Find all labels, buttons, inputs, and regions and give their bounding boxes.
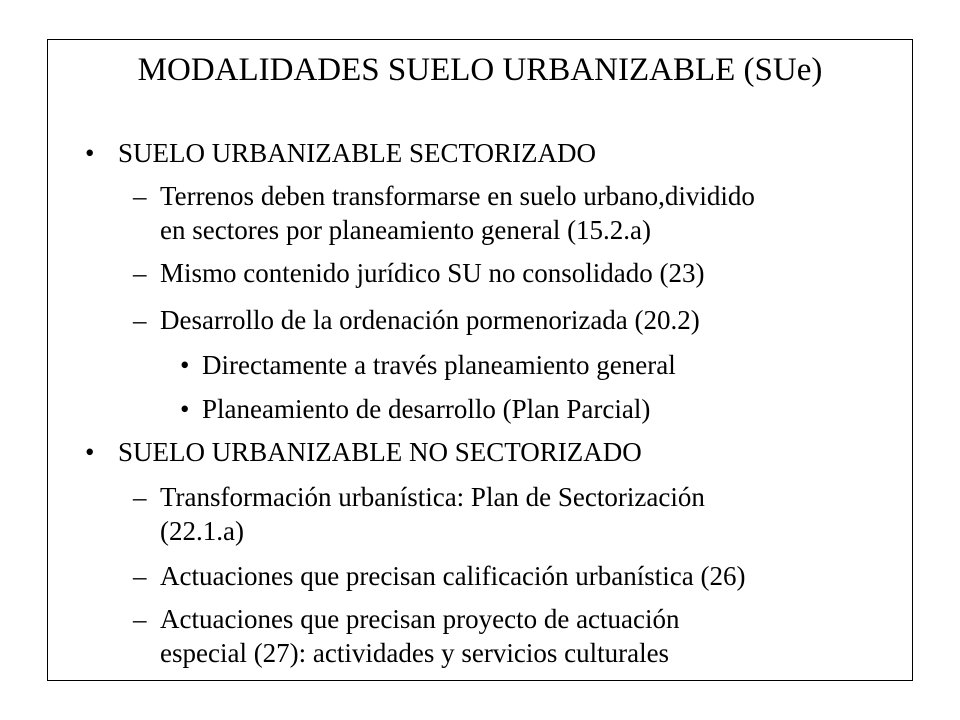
dash-marker: –	[133, 604, 147, 634]
list-item-text: SUELO URBANIZABLE NO SECTORIZADO	[118, 437, 642, 467]
list-item-text: (22.1.a)	[160, 516, 244, 546]
dash-marker: –	[133, 258, 147, 288]
list-item-text: Mismo contenido jurídico SU no consolidado (23)	[160, 258, 705, 288]
dash-marker: –	[133, 181, 147, 211]
list-item-text: Transformación urbanística: Plan de Sectorización	[160, 482, 705, 512]
list-item-text: Terrenos deben transformarse en suelo urbano,dividido	[160, 181, 755, 211]
dash-marker: –	[133, 482, 147, 512]
bullet-marker: •	[180, 350, 190, 380]
list-item-text: Actuaciones que precisan proyecto de actuación	[160, 604, 680, 634]
bullet-marker: •	[85, 138, 95, 168]
bullet-marker: •	[180, 394, 190, 424]
bullet-marker: •	[85, 437, 95, 467]
list-item-text: Directamente a través planeamiento general	[202, 350, 676, 380]
list-item-text: en sectores por planeamiento general (15.2.a)	[160, 215, 652, 245]
dash-marker: –	[133, 561, 147, 591]
list-item-text: especial (27): actividades y servicios culturales	[160, 638, 670, 668]
list-item-text: SUELO URBANIZABLE SECTORIZADO	[118, 138, 596, 168]
dash-marker: –	[133, 305, 147, 335]
slide-title: MODALIDADES SUELO URBANIZABLE (SUe)	[137, 52, 823, 88]
list-item-text: Planeamiento de desarrollo (Plan Parcial)	[202, 394, 651, 424]
list-item-text: Actuaciones que precisan calificación urbanística (26)	[160, 561, 746, 591]
list-item-text: Desarrollo de la ordenación pormenorizada (20.2)	[160, 305, 700, 335]
